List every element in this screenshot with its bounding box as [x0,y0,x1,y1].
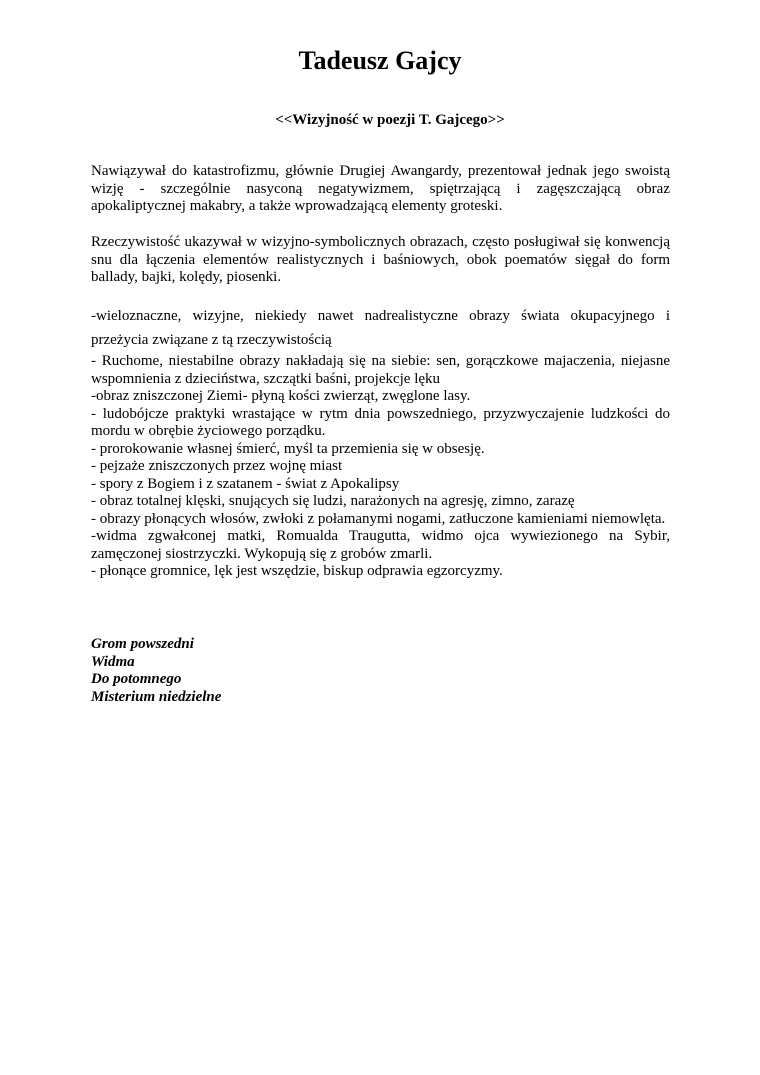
document-subtitle: <<Wizyjność w poezji T. Gajcego>> [275,112,505,128]
list-item: - pejzaże zniszczonych przez wojnę miast [91,458,343,474]
work-title: Do potomnego [91,671,182,687]
list-item: -obraz zniszczonej Ziemi- płyną kości zwierząt, zwęglone lasy. [91,388,471,404]
work-title: Grom powszedni [91,636,194,652]
work-title: Widma [91,653,135,670]
document-title: Tadeusz Gajcy [298,46,462,75]
list-item: - ludobójcze praktyki wrastające w rytm dnia powszedniego, przyzwyczajenie ludzkości do mordu w obrębie życiowego porządku. [91,405,670,439]
paragraph-rzeczywistosc: Rzeczywistość ukazywał w wizyjno-symbolicznych obrazach, często posługiwał się konwencją snu dla łączenia elementów realistycznych i baśniowych, obok poematów sięgał do form ballady, bajki, kolędy, piosenki. [91,234,670,285]
motifs-list [91,353,670,581]
list-item: - płonące gromnice, lęk jest wszędzie, biskup odprawia egzorcyzmy. [91,563,503,579]
list-item: - obraz totalnej klęski, snujących się ludzi, narażonych na agresję, zimno, zarazę [91,493,575,509]
paragraph-obrazy: -wieloznaczne, wizyjne, niekiedy nawet nadrealistyczne obrazy świata okupacyjnego i przeżycia związane z tą rzeczywistością [91,308,670,348]
list-item: - obrazy płonących włosów, zwłoki z połamanymi nogami, zatłuczone kamieniami niemowlęta. [91,510,666,527]
works-list [91,636,670,706]
list-item: - spory z Bogiem i z szatanem - świat z Apokalipsy [91,475,400,492]
list-item: - Ruchome, niestabilne obrazy nakładają się na siebie: sen, gorączkowe majaczenia, niejasne wspomnienia z dzieciństwa, szczątki baśni, projekcje lęku [91,353,670,387]
paragraph-katastrofizm: Nawiązywał do katastrofizmu, głównie Drugiej Awangardy, prezentował jednak jego swoistą wizję - szczególnie nasyconą negatywizmem, spiętrzającą i zagęszczającą obraz apokaliptycznej makabry, a także wprowadzającą elementy groteski. [91,163,670,214]
list-item: -widma zgwałconej matki, Romualda Traugutta, widmo ojca wywiezionego na Sybir, zamęczonej siostrzyczki. Wykopują się z grobów zmarli. [91,528,670,562]
work-title: Misterium niedzielne [91,688,222,705]
list-item: - prorokowanie własnej śmierć, myśl ta przemienia się w obsesję. [91,440,485,457]
